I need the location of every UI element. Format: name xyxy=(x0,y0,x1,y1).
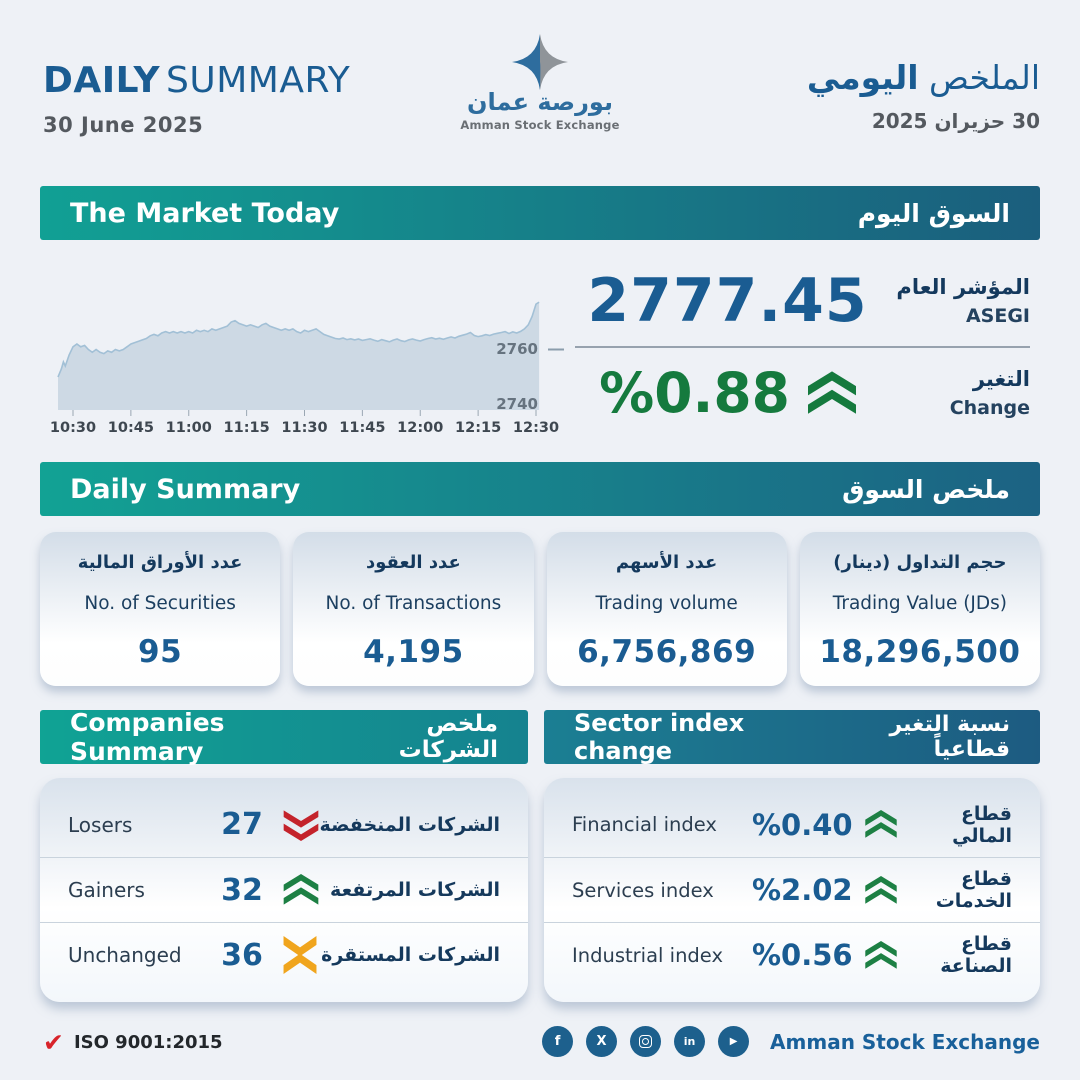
row-label-en: Unchanged xyxy=(68,943,182,967)
org-name: Amman Stock Exchange xyxy=(770,1029,1040,1054)
index-labels xyxy=(880,275,1030,327)
row-label-en: Losers xyxy=(68,812,133,837)
chevrons-up-icon xyxy=(865,876,897,905)
ase-logo xyxy=(450,34,630,132)
chevrons-up-icon xyxy=(283,874,319,906)
date-en: 30 June 2025 xyxy=(43,113,204,137)
card-label-ar: عدد العقود xyxy=(365,552,461,573)
x-axis-label: 12:00 xyxy=(397,420,444,436)
sector-row-financial xyxy=(544,792,1040,857)
page-title-ar-normal: الملخص xyxy=(929,58,1040,97)
general-index-row xyxy=(575,258,1030,344)
chevrons-neutral-icon xyxy=(283,936,317,974)
daily-summary-title-ar: ملخص السوق xyxy=(842,474,1010,504)
sector-title-en: Sector index change xyxy=(574,709,745,765)
date-ar: 30 حزيران 2025 xyxy=(871,109,1040,133)
x-axis-label: 12:30 xyxy=(512,420,560,436)
market-today-banner xyxy=(40,186,1040,240)
chevrons-up-icon xyxy=(865,941,897,970)
chevrons-down-icon xyxy=(283,809,319,841)
stat-cards-row xyxy=(40,532,1040,686)
card-label-en: No. of Securities xyxy=(84,593,236,614)
row-value: 36 xyxy=(221,937,263,973)
x-axis-label: 10:45 xyxy=(107,420,154,436)
card-value: 95 xyxy=(138,634,183,670)
y-axis-tick-2740: 2740 xyxy=(496,395,538,413)
page-title-en-rest: SUMMARY xyxy=(166,60,351,101)
logo-name-arabic: بورصة عمان xyxy=(467,88,613,116)
ase-star-icon xyxy=(512,34,568,90)
instagram-icon[interactable] xyxy=(630,1026,661,1057)
check-icon: ✔ xyxy=(43,1028,64,1057)
x-axis-label: 11:15 xyxy=(223,420,270,436)
card-label-ar: عدد الأسهم xyxy=(615,552,718,573)
companies-title-ar: ملخص الشركات xyxy=(398,711,498,763)
sector-index-banner xyxy=(544,710,1040,764)
card-label-en: Trading Value (JDs) xyxy=(832,593,1007,614)
x-axis-label: 10:30 xyxy=(49,420,97,436)
change-row xyxy=(575,350,1030,436)
row-value: %2.02 xyxy=(752,873,853,907)
header-right xyxy=(807,58,1040,133)
facebook-icon[interactable]: f xyxy=(542,1026,573,1057)
social-links xyxy=(542,1026,1040,1057)
row-label-ar: قطاع الخدمات xyxy=(935,868,1012,912)
row-value: 32 xyxy=(221,872,263,908)
index-divider xyxy=(575,346,1030,348)
row-value: %0.40 xyxy=(752,807,853,842)
linkedin-icon[interactable]: in xyxy=(674,1026,705,1057)
sector-row-services xyxy=(544,857,1040,922)
change-label-en: Change xyxy=(949,397,1030,419)
companies-row-unchanged xyxy=(40,922,528,987)
page-title-en-bold: DAILY xyxy=(43,60,161,101)
market-today-title-ar: السوق اليوم xyxy=(857,198,1010,228)
x-axis-label: 11:30 xyxy=(281,420,328,436)
row-value: %0.56 xyxy=(752,938,853,972)
stat-card-trading-value xyxy=(800,532,1040,686)
row-label-ar: قطاع الصناعة xyxy=(940,933,1012,977)
sector-row-industrial xyxy=(544,922,1040,987)
change-labels xyxy=(880,367,1030,419)
row-label-en: Industrial index xyxy=(572,943,724,967)
row-label-en: Gainers xyxy=(68,878,145,902)
daily-summary-banner xyxy=(40,462,1040,516)
market-today-title-en: The Market Today xyxy=(70,197,340,229)
row-label-ar: قطاع المالي xyxy=(952,802,1012,847)
chevrons-up-icon xyxy=(808,371,856,416)
card-label-en: Trading volume xyxy=(595,593,738,614)
companies-summary-banner xyxy=(40,710,528,764)
chevrons-up-icon xyxy=(865,810,897,839)
companies-row-losers xyxy=(40,792,528,857)
page-title-en xyxy=(43,60,350,101)
y-axis-tick-2760: 2760 xyxy=(496,340,538,358)
card-value: 4,195 xyxy=(363,634,464,670)
iso-certification xyxy=(43,1030,223,1055)
iso-label: ISO 9001:2015 xyxy=(73,1032,223,1053)
row-value: 27 xyxy=(221,807,263,842)
sector-index-panel xyxy=(544,778,1040,1002)
sector-title-ar: نسبة التغير قطاعياً xyxy=(889,712,1010,762)
area-chart-svg xyxy=(40,252,580,418)
card-label-ar: حجم التداول (دينار) xyxy=(833,552,1007,573)
change-label-ar: التغير xyxy=(972,367,1030,391)
index-summary xyxy=(575,258,1030,436)
x-axis-label: 11:00 xyxy=(165,420,212,436)
x-twitter-icon[interactable]: X xyxy=(586,1026,617,1057)
row-label-en: Services index xyxy=(572,878,714,902)
companies-row-gainers xyxy=(40,857,528,922)
youtube-icon[interactable]: ▶ xyxy=(718,1026,749,1057)
stat-card-securities xyxy=(40,532,280,686)
card-label-ar: عدد الأوراق المالية xyxy=(77,552,243,573)
card-label-en: No. of Transactions xyxy=(325,593,502,614)
index-label-en: ASEGI xyxy=(965,305,1030,327)
page-title-ar-bold: اليومي xyxy=(806,58,919,97)
x-axis-label: 12:15 xyxy=(455,420,502,436)
index-value: 2777.45 xyxy=(587,266,868,336)
index-label-ar: المؤشر العام xyxy=(896,275,1030,299)
header-left xyxy=(43,60,350,137)
change-value-wrap xyxy=(575,361,880,425)
daily-summary-title-en: Daily Summary xyxy=(70,473,301,505)
page-title-ar xyxy=(807,58,1040,97)
logo-name-english: Amman Stock Exchange xyxy=(460,118,620,132)
instagram-glyph xyxy=(639,1035,652,1048)
row-label-en: Financial index xyxy=(572,813,717,836)
card-value: 6,756,869 xyxy=(577,634,757,670)
card-value: 18,296,500 xyxy=(819,634,1021,670)
row-label-ar: الشركات المرتفعة xyxy=(330,879,500,901)
companies-title-en: Companies Summary xyxy=(70,708,225,766)
change-value: %0.88 xyxy=(599,361,790,425)
row-label-ar: الشركات المنخفضة xyxy=(319,813,500,836)
companies-summary-panel xyxy=(40,778,528,1002)
x-axis-label: 11:45 xyxy=(339,420,386,436)
stat-card-transactions xyxy=(293,532,533,686)
stat-card-trading-volume xyxy=(547,532,787,686)
asegi-intraday-chart xyxy=(40,252,580,452)
row-label-ar: الشركات المستقرة xyxy=(321,944,500,966)
